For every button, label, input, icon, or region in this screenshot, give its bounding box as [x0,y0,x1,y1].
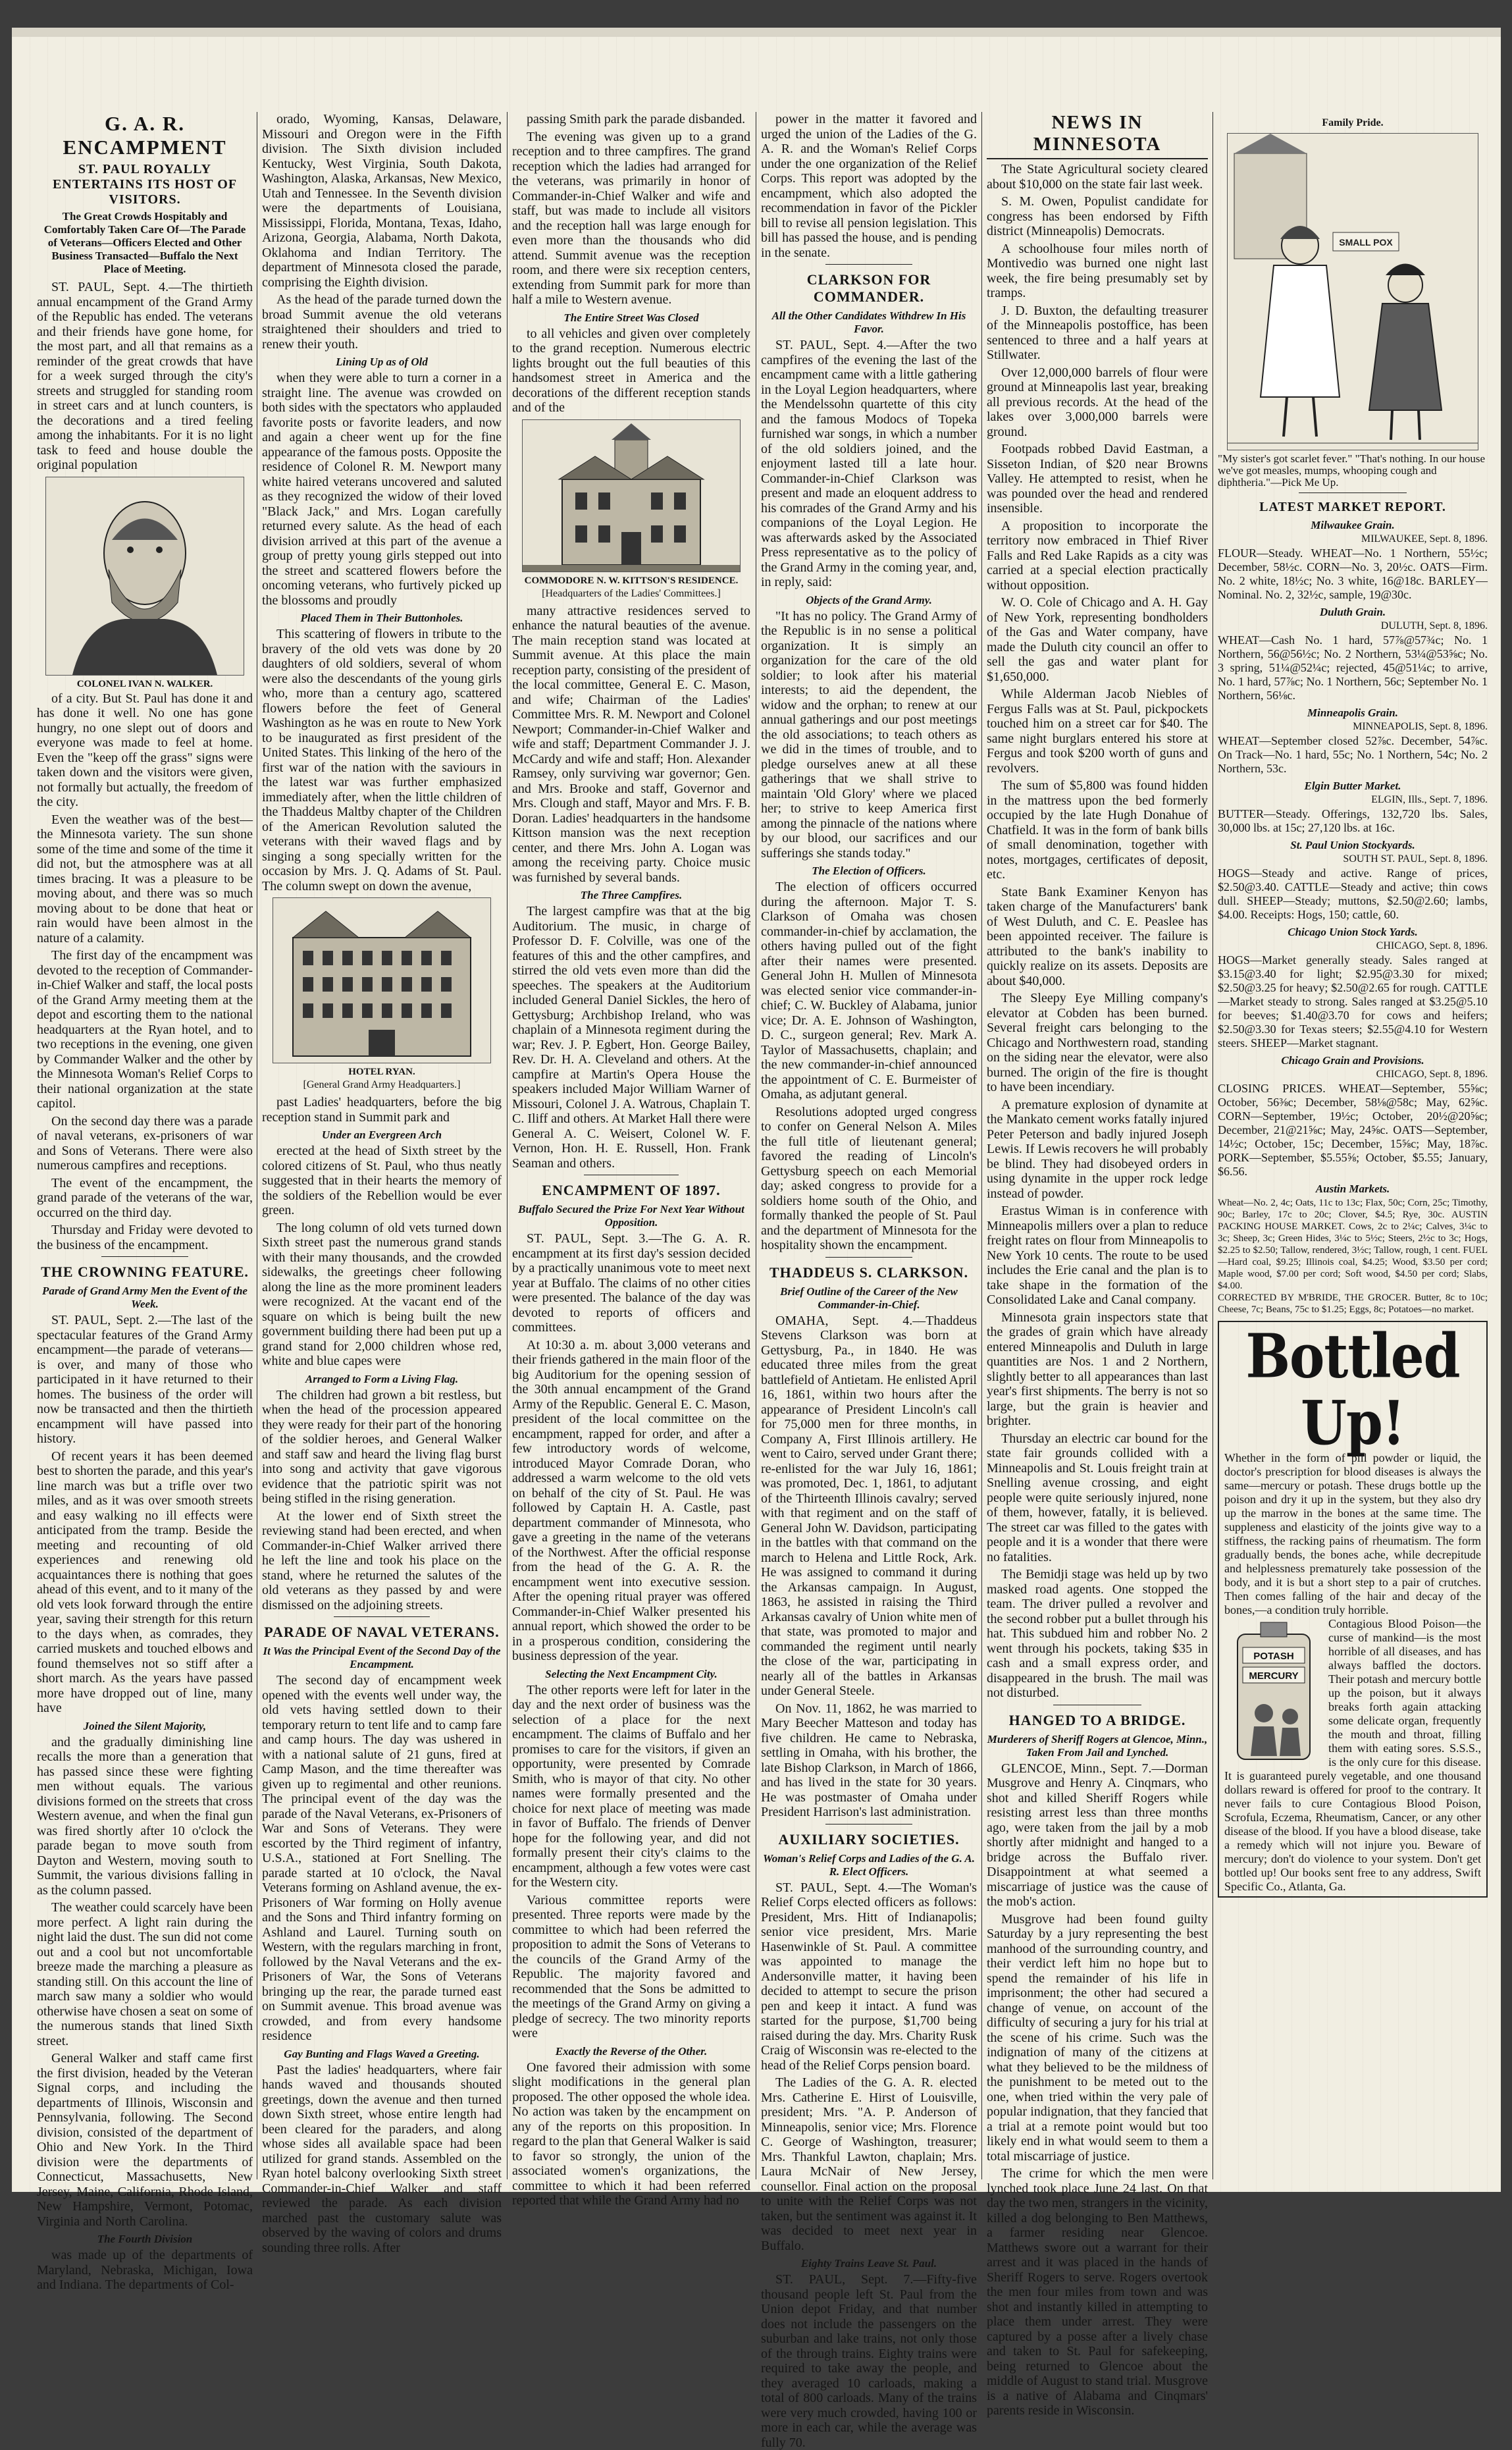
divider [825,264,912,265]
walker-portrait-icon [46,477,244,675]
residence-caption: COMMODORE N. W. KITTSON'S RESIDENCE. [524,575,739,586]
divider [825,1257,912,1258]
section-subheading: Selecting the Next Encampment City. [545,1667,717,1680]
portrait-illustration [45,477,244,676]
bottle-icon [1224,1621,1323,1766]
paragraph: of a city. But St. Paul has done it and has done it well. No one has gone hungry, no one slept out of doors and everyone was made to feel at home. Even the "keep off the grass" signs were taken down and the visitors were given, not formally but actually, the freedom of the city. [37,691,253,809]
paragraph: The first day of the encampment was devoted to the reception of Commander-in-Chief Walker and staff, the local posts of the Grand Army meeting them at the depot and escorting them to the national headquarters at the Ryan hotel, and to two receptions in the evening, one given by Commander Walker and the other by the Minnesota Woman's Relief Corps to their national organization at the state capitol. [37,948,253,1111]
market-heading: St. Paul Union Stockyards. [1290,839,1415,851]
paragraph: On Nov. 11, 1862, he was married to Mary Beecher Matteson and today has five children. He came to Nebraska, settling in Omaha, with his brother, the late Bishop Clarkson, in March of 1866, and has lived in the state for 30 years. He was postmaster of Omaha under President Harrison's last administration. [761,1701,977,1819]
column-4 [761,112,977,2450]
news-item: Over 12,000,000 barrels of flour were ground at Minneapolis last year, breaking all previous records. At the head of the lakes over 3,000,000 barrels were ground. [987,365,1208,439]
market-heading: Duluth Grain. [1319,606,1386,618]
section-subheading: It Was the Principal Event of the Second Day of the Encampment. [263,1645,501,1670]
section-subheading: Buffalo Secured the Prize For Next Year Without Opposition. [518,1203,744,1229]
market-heading: Minneapolis Grain. [1307,706,1398,719]
section-subheading: The Three Campfires. [580,889,683,901]
market-text: BUTTER—Steady. Offerings, 132,720 lbs. Sales, 30,000 lbs. at 15c; 27,120 lbs. at 16c. [1218,807,1488,834]
ad-text: Contagious Blood Poison—the curse of mankind—is the most horrible of all diseases, and has always baffled the doctors. Their potash and mercury bottle up the poison, but it always breaks forth again attacking some delicate organ, frequently the mouth and throat, filling them with eating sores. S.S.S., is the only cure for this disease. It is guaranteed purely vegetable, and one thousand dollars reward is offered for proof to the contrary. It never fails to cure Contagious Blood Poison, Scrofula, Eczema, Rheumatism, Cancer, or any other disease of the blood. If you have a blood disease, take a remedy which will not injure you. Beware of mercury; don't do violence to your system. Don't get bottled up! Our books sent free to any address, Swift Specific Co., Atlanta, Ga. [1224,1617,1481,1893]
section-heading: PARADE OF NAVAL VETERANS. [264,1624,500,1640]
market-dateline: DULUTH, Sept. 8, 1896. [1380,620,1488,631]
paragraph: The event of the encampment, the grand parade of the veterans of the war, occurred on the third day. [37,1175,253,1220]
paragraph: when they were able to turn a corner in a straight line. The avenue was crowded on both sides with the spectators who applauded favorite posts or favorite leaders, and now and again a cheer went up for the fine appearance of the famous posts. Opposite the residence of Colonel R. M. Newport many white haired veterans uncovered and saluted as they recognized the widow of their loved "Black Jack," and Mrs. Logan carefully returned every salute. As the head of each division arrived at this part of the avenue a group of pretty young girls stepped out into the street and scattered flowers before the oncoming veterans, who furtively picked up the blossoms and proudly [262,371,502,608]
kittson-residence-illustration [522,419,741,572]
paragraph: ST. PAUL, Sept. 4.—The Woman's Relief Corps elected officers as follows: President, Mrs. Hitt of Indianapolis; senior vice president, Mrs. Marie Hasenwinkle of St. Paul. A committee was appointed to manage the Andersonville matter, it having been decided to attempt to secure the prison pen and keep it intact. A fund was started for the purpose, $1,700 being raised during the day. Mrs. Charity Rusk Craig of Wisconsin was re-elected to the head of the Relief Corps pension board. [761,1880,977,2073]
paragraph: to all vehicles and given over completely to the grand reception. Numerous electric lights brought out the full beauties of this handsomest street in America and the decorations of the different reception stands and of the [512,326,750,415]
divider [101,1256,188,1257]
paragraph: The evening was given up to a grand reception and to three campfires. The grand reception which the ladies had arranged for the veterans, was primarily in honor of Commander-in-Chief Walker and wife and staff, but was made to include all visitors and the reception hall was large enough for even more than the thousands who did attend. Summit avenue was the reception room, and there were six reception centers, extending from Summit park for more than half a mile to Western avenue. [512,129,750,307]
hotel-note: [General Grand Army Headquarters.] [303,1079,461,1090]
news-item: Thursday an electric car bound for the state fair grounds collided with a Minneapolis and St. Louis freight train at Snelling avenue crossing, and eight people were quite seriously injured, none of them, however, fatally, it is believed. The street car was filled to the gates with people and it is a wonder that there were no fatalities. [987,1431,1208,1564]
news-item: Erastus Wiman is in conference with Minneapolis millers over a plan to reduce freight rates on flour from Minneapolis to New York 10 cents. The route to be used includes the Erie canal and the plan is to take shape in the formation of the Consolidated Lake and Canal company. [987,1204,1208,1307]
section-subheading: Arranged to Form a Living Flag. [305,1372,459,1385]
page-top-edge [12,28,1501,37]
paragraph: ST. PAUL, Sept. 4.—The thirtieth annual encampment of the Grand Army of the Republic has ended. The veterans and their friends have gone home, for the most part, and all that remains as a reminder of the great crowds that have for a week surged through the city's streets and struggled for standing room in street cars and at lunch counters, is the decorations and a tired feeling among the inhabitants. For it is no light task to feed and house double the original population [37,280,253,472]
market-text: HOGS—Market generally steady. Sales ranged at $3.15@3.40 for light; $2.95@3.30 for mixed; $2.50@3.25 for heavy; $2.50@2.65 for rough. CATTLE—Market steady to strong. Sales ranged at $3.25@5.10 for beeves; $1.40@3.70 for cows and heifers; $2.50@3.30 for Texas steers; $2.55@4.10 for Western steers. SHEEP—Market stagnant. [1218,953,1488,1050]
paragraph: On the second day there was a parade of naval veterans, ex-prisoners of war and Sons of Veterans. There were also numerous campfires and receptions. [37,1113,253,1173]
section-subheading: Parade of Grand Army Men the Event of the Week. [42,1285,248,1310]
ad-headline: Bottled Up! [1245,1320,1460,1458]
section-heading: ENCAMPMENT OF 1897. [542,1182,721,1198]
market-dateline: CHICAGO, Sept. 8, 1896. [1376,940,1488,951]
news-in-minnesota-headline: NEWS IN MINNESOTA [987,112,1208,159]
column-3 [512,112,750,2208]
market-heading: Chicago Union Stock Yards. [1288,926,1418,938]
section-subheading: Joined the Silent Majority, [83,1719,207,1732]
mansion-icon [523,420,740,572]
paragraph: ST. PAUL, Sept. 2.—The last of the spectacular features of the Grand Army encampment—the parade of veterans—is over, and many of those who participated in it have returned to their homes. The business of the order will now be transacted and then the thirtieth encampment will have passed into history. [37,1313,253,1446]
hotel-caption: HOTEL RYAN. [348,1067,415,1077]
paragraph: At the lower end of Sixth street the reviewing stand had been erected, and when Commander-in-Chief Walker arrived there he left the line and took his place on the stand, where he returned the salutes of the old veterans as they passed by and were dismissed on the adjoining streets. [262,1508,502,1612]
paragraph: GLENCOE, Minn., Sept. 7.—Dorman Musgrove and Henry A. Cinqmars, who shot and killed Sheriff Rogers while resisting arrest less than three months ago, were taken from the jail by a mob shortly after midnight and hanged to a bridge across the Buffalo river. Disappointment at what seemed a miscarriage of justice was the cause of the mob's action. [987,1761,1208,1909]
paragraph: many attractive residences served to enhance the natural beauties of the avenue. The main reception stand was located at Summit avenue. At this place the main reception party, consisting of the president of the local committee, General E. C. Mason, and wife; Chairman of the Ladies' Committee Mrs. R. M. Newport and Colonel Newport; Commander-in-Chief Walker and wife and staff; Department Commander J. J. McCardy and wife and staff; Hon. Alexander Ramsey, only surviving war governor; Gen. and Mrs. Brooke and staff, Governor and Mrs. Clough and staff, Mayor and Mrs. F. B. Doran. Ladies' headquarters in the handsome Kittson mansion was the next reception center, and there Mrs. John A. Logan was among the receiving party. Choice music was furnished by several bands. [512,603,750,885]
st-paul-subhead: ST. PAUL ROYALLY ENTERTAINS ITS HOST OF VISITORS. [52,162,238,207]
news-item: A schoolhouse four miles north of Montivedio was burned one night last week, the fire being presumably set by tramps. [987,241,1208,300]
paragraph: Even the weather was of the best—the Minnesota variety. The sun shone some of the time and some of the time it did not, but the atmosphere was at all times bracing. It was a pleasure to be moving about, and there was so much moving about to be done that heat or rain would have been almost in the nature of a calamity. [37,812,253,945]
cartoon-title: Family Pride. [1322,117,1384,128]
market-text: WHEAT—Cash No. 1 hard, 57⅞@57¾c; No. 1 Northern, 56@56½c; No. 2 Northern, 53¼@53⅝c; No. 3 spring, 51¼@52¼c; rejected, 45@51¼c; to arrive, No. 1 hard, 57⅞c; No. 1 Northern, 56c; September No. 1 Northern, 56⅛c. [1218,633,1488,702]
paragraph: "It has no policy. The Grand Army of the Republic is in no sense a political organization. It is simply an organization for the care of the old soldier; to look after his material interests; to aid the dependent, the widow and the orphan; to renew at our annual gatherings and our post meetings the old associations; to teach others as we did in the times of trouble, and to pledge ourselves anew at all these gatherings that we shall strive to maintain 'Old Glory' where we placed her; to strive to keep America first among the pinnacle of the nations where by our blood, our sacrifices and our sufferings she stands today." [761,608,977,861]
paragraph: Of recent years it has been deemed best to shorten the parade, and this year's line march was but a trifle over two miles, and as it was over smooth streets and easy walking no ill effects were anticipated from the tramp. Beside the meeting and recounting of old experiences and renewing old acquaintances there is nothing that goes ahead of this event, and to it many of the old vets look forward through the entire year, saving their strength for this return to the days when, as comrades, they carried muskets and touched elbows and found themselves not so stiff after a short march. As the years have passed more have dropped out of line, many have [37,1449,253,1715]
paragraph: ST. PAUL, Sept. 3.—The G. A. R. encampment at its first day's session decided by a practically unanimous vote to meet next year at Buffalo. The claims of no other cities were presented. The balance of the day was devoted to reports of officers and committees. [512,1231,750,1335]
section-subheading: Lining Up as of Old [336,356,428,368]
section-heading: CLARKSON FOR COMMANDER. [806,271,931,305]
paragraph: The crime for which the men were lynched took place June 24 last. On that day the two men, strangers in the vicinity, killed a dog belonging to Ben Matthews, a farmer residing near Glencoe. Matthews swore out a warrant for their arrest and it was placed in the hands of Sheriff Rogers to serve. Rogers overtook the men four miles from town and was shot and instantly killed in attempting to place them under arrest. They were captured by a posse after a lively chase and taken to St. Paul for safekeeping, being returned to Glencoe about the middle of August to stand trial. Musgrove is a native of Alabama and Cinqmars' parents reside in Wisconsin. [987,2166,1208,2418]
news-item: The Bemidji stage was held up by two masked road agents. One stopped the team. The driver pulled a revolver and the second robber put a bullet through his hat. This subdued him and robber No. 2 went through his pockets, taking $35 in cash and a small express order, and disappeared in the brush. The mail was not disturbed. [987,1567,1208,1700]
paragraph: passing Smith park the parade disbanded. [527,112,746,126]
section-subheading: Exactly the Reverse of the Other. [555,2044,708,2058]
gar-encampment-headline: G. A. R. ENCAMPMENT [63,112,227,159]
paragraph: The second day of encampment week opened with the events well under way, the old vets having settled down to their temporary return to tent life and to camp fare and camp hours. The day was ushered in with a national salute of 21 guns, fired at Camp Mason, and the time thereafter was given up to regimental and other reunions. The principal event of the day was the parade of the Naval Veterans, ex-Prisoners of War and Sons of Veterans. They were escorted by the Third regiment of infantry, U.S.A., stationed at Fort Snelling. The parade started at 10 o'clock, the Naval Veterans forming on Ashland avenue, the ex-Prisoners of War forming on Holly avenue and the Sons and Third infantry forming on Ashland and Laurel. Turning south on Western, with the regulars marching in front, followed by the Naval Veterans and the ex-Prisoners of War, the Sons of Veterans bringing up the rear, the parade turned east on Summit avenue. This broad avenue was crowded, and from every handsome residence [262,1673,502,2043]
section-subheading: Gay Bunting and Flags Waved a Greeting. [284,2047,480,2060]
section-heading: THE CROWNING FEATURE. [41,1264,249,1280]
news-item: Minnesota grain inspectors state that the grades of grain which have already entered Minneapolis and Duluth in large quantities are Nos. 1 and 2 Northern, slightly better to all appearances than last year's first shipments. The berry is not so large, but the grain is heavier and brighter. [987,1310,1208,1428]
column-5 [987,112,1208,2418]
paragraph: At 10:30 a. m. about 3,000 veterans and their friends gathered in the main floor of the big Auditorium for the opening session of the 30th annual encampment of the Grand Army of the Republic. General E. C. Mason, president of the local committee on the encampment, rapped for order, and after a few introductory words of welcome, introduced Mayor Comrade Doran, who addressed a warm welcome to the old vets on behalf of the city of St. Paul. He was followed by Captain H. A. Castle, past department commander of Minnesota, who gave a greeting in the name of the veterans of the Northwest. After the official response from the head of the G. A. R. the encampment went into executive session. After the opening ritual prayer was offered Commander-in-Chief Walker presented his annual report, which showed the order to be in a prosperous condition, considering the business depression of the year. [512,1337,750,1663]
divider [334,1616,430,1617]
market-dateline: MINNEAPOLIS, Sept. 8, 1896. [1353,721,1488,732]
paragraph: erected at the head of Sixth street by the colored citizens of St. Paul, who thus neatly suggested that in their hearts the memory of the soldiers of the Rebellion would be ever green. [262,1144,502,1217]
family-pride-cartoon [1227,133,1478,450]
news-item: S. M. Owen, Populist candidate for congress has been endorsed by Fifth district (Minneapolis) Democrats. [987,194,1208,238]
medicine-bottles-illustration [1224,1621,1323,1766]
paragraph: ST. PAUL, Sept. 4.—After the two campfires of the evening the last of the encampment came with a little gathering in the Loyal Legion headquarters, where the Mendelssohn quartette of this city and the famous Modocs of Topeka furnished war songs, in which a number of the old soldiers joined, and the enjoyment lasted till a late hour. Commander-in-Chief Clarkson was present and made an eloquent address to his comrades of the Grand Army and his companions of the Loyal Legion. He was afterwards asked by the Associated Press representative as to the policy of the Grand Army in the coming year, and, in reply, said: [761,338,977,589]
news-item: A premature explosion of dynamite at the Mankato cement works fatally injured Peter Peterson and badly injured Joseph Lewis. If Lewis recovers he will probably be blind. They had disobeyed orders in using dynamite in the upper rock ledge instead of powder. [987,1097,1208,1201]
paragraph: Musgrove had been found guilty Saturday by a jury representing the best manhood of the surrounding country, and their verdict left him no hope but to spend the remainder of his life in imprisonment; the other had secured a change of venue, on account of the difficulty of securing a jury for his trial at the scene of his crime. Such was the indignation of many of the citizens at what they believed to be the mildness of the punishment to be meted out to the one, when tried within the very pale of popular indignation, that they fancied that a trial at a remote point would but too likely end in what would seem to them a total miscarriage of justice. [987,1911,1208,2164]
paragraph: The other reports were left for later in the day and the next order of business was the selection of a place for the next encampment. The claims of Buffalo and her promises to care for the visitors, if given an opportunity, were presented by Comrade Smith, who is mayor of that city. No other names were formally presented and the choice for next place of meeting was made in favor of Buffalo. The friends of Denver hope for the following year, and did not formally present their city's claims to the encampment, although a few votes were cast for the Western city. [512,1682,750,1890]
market-dateline: SOUTH ST. PAUL, Sept. 8, 1896. [1343,853,1488,865]
bottle-label-potash: POTASH [1253,1651,1294,1662]
column-1 [37,112,253,2292]
news-item: The Sleepy Eye Milling company's elevator at Cobden has been burned. Several freight cars belonging to the Chicago and Northwestern road, standing on the siding near the elevator, were also burned. The origin of the fire is thought to have been incendiary. [987,991,1208,1094]
paragraph: This scattering of flowers in tribute to the bravery of the old vets was done by 20 daughters of old soldiers, several of whom were also the descendants of the young girls who, more than a century ago, scattered flowers before the feet of General Washington as he was en route to New York to be inaugurated as first president of the United States. This linking of the hero of the first war of the nation with the saviours in the latest war was further emphasized immediately after, when the little children of the Thaddeus Maltby chapter of the Children of the American Revolution saluted the veterans with their waved flags and by singing a song specially written for the occasion by Mrs. J. Q. Adams of St. Paul. The column swept on down the avenue, [262,627,502,893]
news-item: The sum of $5,800 was found hidden in the mattress upon the bed formerly occupied by the late Hugh Donahue of Chatfield. It was in the form of bank bills of small denomination, together with notes, mortgages, certificates of deposit, etc. [987,778,1208,882]
bottle-label-mercury: MERCURY [1249,1670,1299,1682]
paragraph: power in the matter it favored and urged the union of the Ladies of the G. A. R. and the Woman's Relief Corps under the one organization of the Relief Corps. This report was adopted by the encampment, which also adopted the recommendation in favor of the Pickler bill to revise all pension legislation. This bill has passed the house, and is pending in the senate. [761,112,977,260]
paragraph: Various committee reports were presented. Three reports were made by the committee to which had been referred the proposition to admit the Sons of Veterans to the councils of the Grand Army of the Republic. The majority favored and recommended that the Sons be admitted to the meetings of the Grand Army on giving a pledge of secrecy. The two minority reports were [512,1892,750,2040]
column-rule [1212,112,1213,2179]
news-item: W. O. Cole of Chicago and A. H. Gay of New York, representing bondholders of the Gas and Water company, have made the Duluth city council an offer to sell the gas and water plant for $1,650,000. [987,595,1208,684]
paragraph: and the gradually diminishing line recalls the more than a generation that has passed since these were fighting men without equals. The various divisions formed on the streets that cross Western avenue, and when the final gun was fired shortly after 10 o'clock the parade began to move south from Dayton and Western, moving south to Summit, the various divisions falling in as the column passed. [37,1734,253,1898]
section-subheading: Eighty Trains Leave St. Paul. [800,2257,937,2270]
ad-text: Whether in the form of pill powder or liquid, the doctor's prescription for blood diseases is always the same—mercury or potash. These drugs bottle up the poison and dry it up in the system, but they also dry up the marrow in the bones at the same time. The suppleness and elasticity of the joints give way to a stiffness, the racking pains of rheumatism. The form gradually bends, the bones ache, while decrepitude and helplessness prematurely take possession of the body, and it is but a short step to a pair of crutches. Then comes falling of the hair and decay of the bones,—a condition truly horrible. [1224,1451,1481,1616]
section-subheading: Placed Them in Their Buttonholes. [300,612,463,624]
market-dateline: ELGIN, Ills., Sept. 7, 1896. [1371,794,1488,805]
news-item: J. D. Buxton, the defaulting treasurer of the Minneapolis postoffice, has been sentenced to three and a half years at Stillwater. [987,303,1208,362]
section-heading: THADDEUS S. CLARKSON. [769,1264,969,1281]
paragraph: As the head of the parade turned down the broad Summit avenue the old veterans straightened their shoulders and tried to renew their youth. [262,292,502,352]
section-subheading: Under an Evergreen Arch [321,1129,442,1141]
paragraph: Resolutions adopted urged congress to confer on General Nelson A. Miles the full title of lieutenant general; favored the reading of Lincoln's Gettysburg speech on each Memorial day; asked congress to provide for a soldiers home south of the Ohio, and formally thanked the people of St. Paul and the department of Minnesota for the hospitality shown the encampment. [761,1104,977,1252]
market-heading: Chicago Grain and Provisions. [1281,1054,1424,1067]
news-item: A proposition to incorporate the territory now embraced in Thief River Falls and Red Lake Rapids as a city was carried at a special election practically without opposition. [987,518,1208,593]
section-subheading: The Election of Officers. [812,865,926,877]
portrait-caption: COLONEL IVAN N. WALKER. [76,678,213,689]
hotel-building-icon [273,898,490,1063]
paragraph: The long column of old vets turned down Sixth street past the numerous grand stands with their many thousands, and the crowded sidewalks, the greetings cheer following along the line as the more prominent leaders were recognized. At the vacant end of the square on which is being built the new government building there had been put up a grand stand for 2,000 children whose red, white and blue capes were [262,1220,502,1368]
column-rule [507,112,508,2179]
section-subheading: The Fourth Division [97,2233,193,2245]
paragraph: The weather could scarcely have been more perfect. A light rain during the night laid the dust. The sun did not come out and a cool but not uncomfortable breeze made the marching a pleasure as standing still. On this account the line of march saw many a soldier who would otherwise have chosen a seat on some of the numerous stands that lined Sixth street. [37,1900,253,2048]
news-item: The State Agricultural society cleared about $10,000 on the state fair last week. [987,162,1208,192]
market-text: CLOSING PRICES. WHEAT—September, 55⅝c; October, 56⅜c; December, 58⅛@58c; May, 62⅝c. CORN—September, 19½c; October, 20½@20⅝c; December, 21@21⅝c; May, 24⅝c. OATS—September, 14½c; October, 15c; December, 15⅝c; May, 18⅞c. PORK—September, $5.55⅝; October, $5.55; January, $6.56. [1218,1082,1488,1178]
paragraph: ST. PAUL, Sept. 7.—Fifty-five thousand people left St. Paul from the Union depot Friday, and that number does not include the passengers on the suburban and lake trains, not only those of the through trains. Eighty trains were required to take away the people, and they averaged 10 carloads, making a total of 800 carloads. Many of the trains were very much crowded, having 100 or more in each car, while the average was fully 70. [761,2272,977,2450]
market-text: WHEAT—September closed 52⅞c. December, 54⅞c. On Track—No. 1 hard, 55c; No. 1 Northern, 54c; No. 2 Northern, 53c. [1218,734,1488,775]
market-text: Wheat—No. 2, 4c; Oats, 11c to 13c; Flax, 50c; Corn, 25c; Timothy, 90c; Barley, 17c to 20c; Clover, $4.5; Rye, 30c. AUSTIN PACKING HOUSE MARKET. Cows, 2c to 2¼c; Calves, 3¼c to 3c; Sheep, 3c; Green Hides, 3¼c to 5½c; Steers, 2½c to 3c; Hogs, $2.25 to $2.50; Tallow, rendered, 3½c; Tallow, rough, 1 cent. FUEL—Hard coal, $9.25; Illinois coal, $4.25; Wood, $3.50 per cord; Maple wood, $7.00 per cord; Soft wood, $4.50 per cord; Slabs, $4.00. [1218,1198,1488,1291]
hotel-ryan-illustration [273,897,491,1063]
children-cartoon-icon [1228,134,1478,450]
market-report-title: LATEST MARKET REPORT. [1259,500,1446,514]
paragraph: The children had grown a bit restless, but when the head of the procession appeared they were ready for their part of the honoring of the soldier heroes, and General Walker and staff saw and heard the living flag burst into song and activity that gave vigorous evidence that the patriotic spirit was not being stifled in the rising generation. [262,1387,502,1506]
article-deck: The Great Crowds Hospitably and Comfortably Taken Care Of—The Parade of Veterans—Officers Elected and Other Business Transacted—Buffalo the Next Place of Meeting. [43,210,246,275]
market-heading: Milwaukee Grain. [1311,519,1395,531]
paragraph: past Ladies' headquarters, before the big reception stand in Summit park and [262,1095,502,1125]
column-2 [262,112,502,2255]
column-rule [981,112,982,2179]
market-text: CORRECTED BY M'BRIDE, THE GROCER. Butter, 8c to 10c; Cheese, 7c; Beans, 75c to $1.25; Eggs, 8c; Potatoes—no market. [1218,1292,1488,1315]
market-heading: Austin Markets. [1315,1183,1390,1195]
paragraph: Thursday and Friday were devoted to the business of the encampment. [37,1223,253,1252]
news-item: State Bank Examiner Kenyon has taken charge of the Manufacturers' bank of West Duluth, and C. E. Peaslee has been appointed receiver. The failure is attributed to the bank's inability to quickly realize on its assets. Deposits are about $40,000. [987,884,1208,988]
section-subheading: Objects of the Grand Army. [806,593,932,606]
section-heading: HANGED TO A BRIDGE. [1008,1711,1186,1728]
paragraph: OMAHA, Sept. 4.—Thaddeus Stevens Clarkson was born at Gettysburg, Pa., in 1840. He was educated three miles from the great battlefield of Antietam. He enlisted April 16, 1861, within two hours after the appearance of President Lincoln's call for 75,000 men for three months, in Company A, First Illinois artillery. He went to Cairo, served under Grant there; re-enlisted for the war July 16, 1861; was promoted, Dec. 1, 1861, to adjutant of the Thirteenth Illinois cavalry; served with that regiment and on the staff of General John W. Davidson, participating in the battles with that command on the march to Helena and Little Rock, Ark. He was assigned to command it during the Arkansas campaign. In August, 1863, he assisted in raising the Third Arkansas cavalry of Union white men of that state, was promoted to major and commanded the regiment until nearly the close of the war, participating in nearly all of the battles in Arkansas under General Steele. [761,1313,977,1698]
sss-advertisement [1218,1321,1488,1898]
paragraph: was made up of the departments of Maryland, Nebraska, Michigan, Iowa and Indiana. The departments of Col- [37,2248,253,2292]
section-subheading: All the Other Candidates Withdrew In His Favor. [771,309,966,335]
section-subheading: The Entire Street Was Closed [563,311,699,324]
market-text: HOGS—Steady and active. Range of prices, $2.50@3.40. CATTLE—Steady and active; thin cows dull. SHEEP—Steady; muttons, $2.50@2.60; lambs, $4.00. Receipts: Hogs, 150; cattle, 60. [1218,866,1488,921]
residence-note: [Headquarters of the Ladies' Committees.] [542,587,721,599]
news-item: Footpads robbed David Eastman, a Sisseton Indian, of $20 near Browns Valley. He attempted to resist, when he was pounded over the head and rendered insensible. [987,442,1208,516]
paragraph: Past the ladies' headquarters, where fair hands waved and thousands shouted greetings, down the avenue and then turned down Sixth street, whose entire length had been cleared for the paraders, and along whose sides all available space had been utilized for grand stands. Assembled on the Ryan hotel balcony overlooking Sixth street Commander-in-Chief Walker and staff reviewed the parade. As each division marched past the customary salute was observed by the waving of colors and drums sounding three rolls. After [262,2062,502,2255]
cartoon-caption: "My sister's got scarlet fever." "That's nothing. In our house we've got measles, mumps, whooping cough and diphtheria."—Pick Me Up. [1218,452,1486,489]
paragraph: The Ladies of the G. A. R. elected Mrs. Catherine E. Hirst of Louisville, president; Mrs. "A. P. Anderson of Minneapolis, senior vice; Mrs. Florence C. George of Washington, treasurer; Mrs. Thankful Lawton, chaplain; Mrs. Laura McNair of New Jersey, counsellor. Final action on the proposal to unite with the Relief Corps was not taken, but the sentiment was against it. It was decided to meet next year in Buffalo. [761,2075,977,2253]
paragraph: One favored their admission with some slight modifications in the general plan proposed. The other opposed the whole idea. No action was taken by the encampment on any of the reports on this proposition. In regard to the plan that General Walker is said to favor so strongly, the union of the associated women's organizations, the committee to which it had been referred reported that while the Grand Army had no [512,2060,750,2208]
section-subheading: Brief Outline of the Career of the New Commander-in-Chief. [780,1285,958,1311]
market-dateline: CHICAGO, Sept. 8, 1896. [1376,1069,1488,1080]
newspaper-page [12,28,1501,2450]
cartoon-sign-text: SMALL POX [1339,237,1393,248]
market-text: FLOUR—Steady. WHEAT—No. 1 Northern, 55½c; December, 58½c. CORN—No. 3, 20½c. OATS—Firm. No. 2 white, 18½c; No. 3 white, 16@18c. BARLEY—Nominal. No. 2, 32½c, sample, 19@30c. [1218,546,1488,601]
section-subheading: Murderers of Sheriff Rogers at Glencoe, Minn., Taken From Jail and Lynched. [987,1732,1208,1759]
paragraph: orado, Wyoming, Kansas, Delaware, Missouri and Oregon were in the Fifth division. The Sixth division included Kentucky, West Virginia, South Dakota, Washington, Alaska, Arkansas, New Mexico, Utah and Tennessee. In the Seventh division were the departments of Louisiana, Mississippi, Florida, Montana, Texas, Idaho, Arizona, Georgia, Alabama, North Dakota, Oklahoma and Indian Territory. The department of Minnesota closed the parade, comprising the Eighth division. [262,112,502,290]
market-heading: Elgin Butter Market. [1304,780,1401,792]
paragraph: General Walker and staff came first the first division, headed by the Veteran Signal corps, and including the departments of Illinois, Wisconsin and Pennsylvania, following. The Second division, consisted of the department of Ohio and New York. In the Third division were the departments of Connecticut, Massachusetts, New Jersey, Maine, California, Rhode Island, New Hampshire, Vermont, Potomac, Virginia and North Carolina. [37,2051,253,2229]
news-item: While Alderman Jacob Niebles of Fergus Falls was at St. Paul, pickpockets touched him on a street car for $40. The same night burglars entered his store at Fergus and took $200 worth of guns and revolvers. [987,687,1208,776]
paragraph: The largest campfire was that at the big Auditorium. The music, in charge of Professor D. F. Colville, was one of the features of this and the other campfires, and stirred the old vets even more than did the speeches. The speakers at the Auditorium included General Daniel Sickles, the hero of Gettysburg; Archbishop Ireland, who was chaplain of a Minnesota regiment during the war; Rev. J. P. Egbert, Hon. George Bailey, Rev. Dr. H. A. Cleveland and others. At the campfire at Martin's Opera House the speakers included Major William Warner of Missouri, Colonel J. A. Watrous, Chaplain T. C. Iliff and others. At Market Hall there were General A. C. Weisert, Colonel W. F. Vernon, Hon. H. E. Russell, Hon. Frank Seaman and others. [512,904,750,1171]
market-dateline: MILWAUKEE, Sept. 8, 1896. [1361,533,1488,545]
section-heading: AUXILIARY SOCIETIES. [778,1830,960,1848]
column-6 [1218,112,1488,2179]
section-subheading: Woman's Relief Corps and Ladies of the G. A. R. Elect Officers. [762,1851,976,1878]
paragraph: The election of officers occurred during the afternoon. Major T. S. Clarkson of Omaha was chosen commander-in-chief by acclamation, the others having pulled out of the fight after their names were presented. General John H. Mullen of Minnesota was elected senior vice commander-in-chief; C. W. Buckley of Alabama, junior vice; Dr. A. E. Johnson of Washington, D. C., surgeon general; Rev. Mark A. Taylor of Massachusetts, chaplain; and the new commander-in-chief announced the appointment of C. E. Burmeister of Omaha, as adjutant general. [761,880,977,1102]
